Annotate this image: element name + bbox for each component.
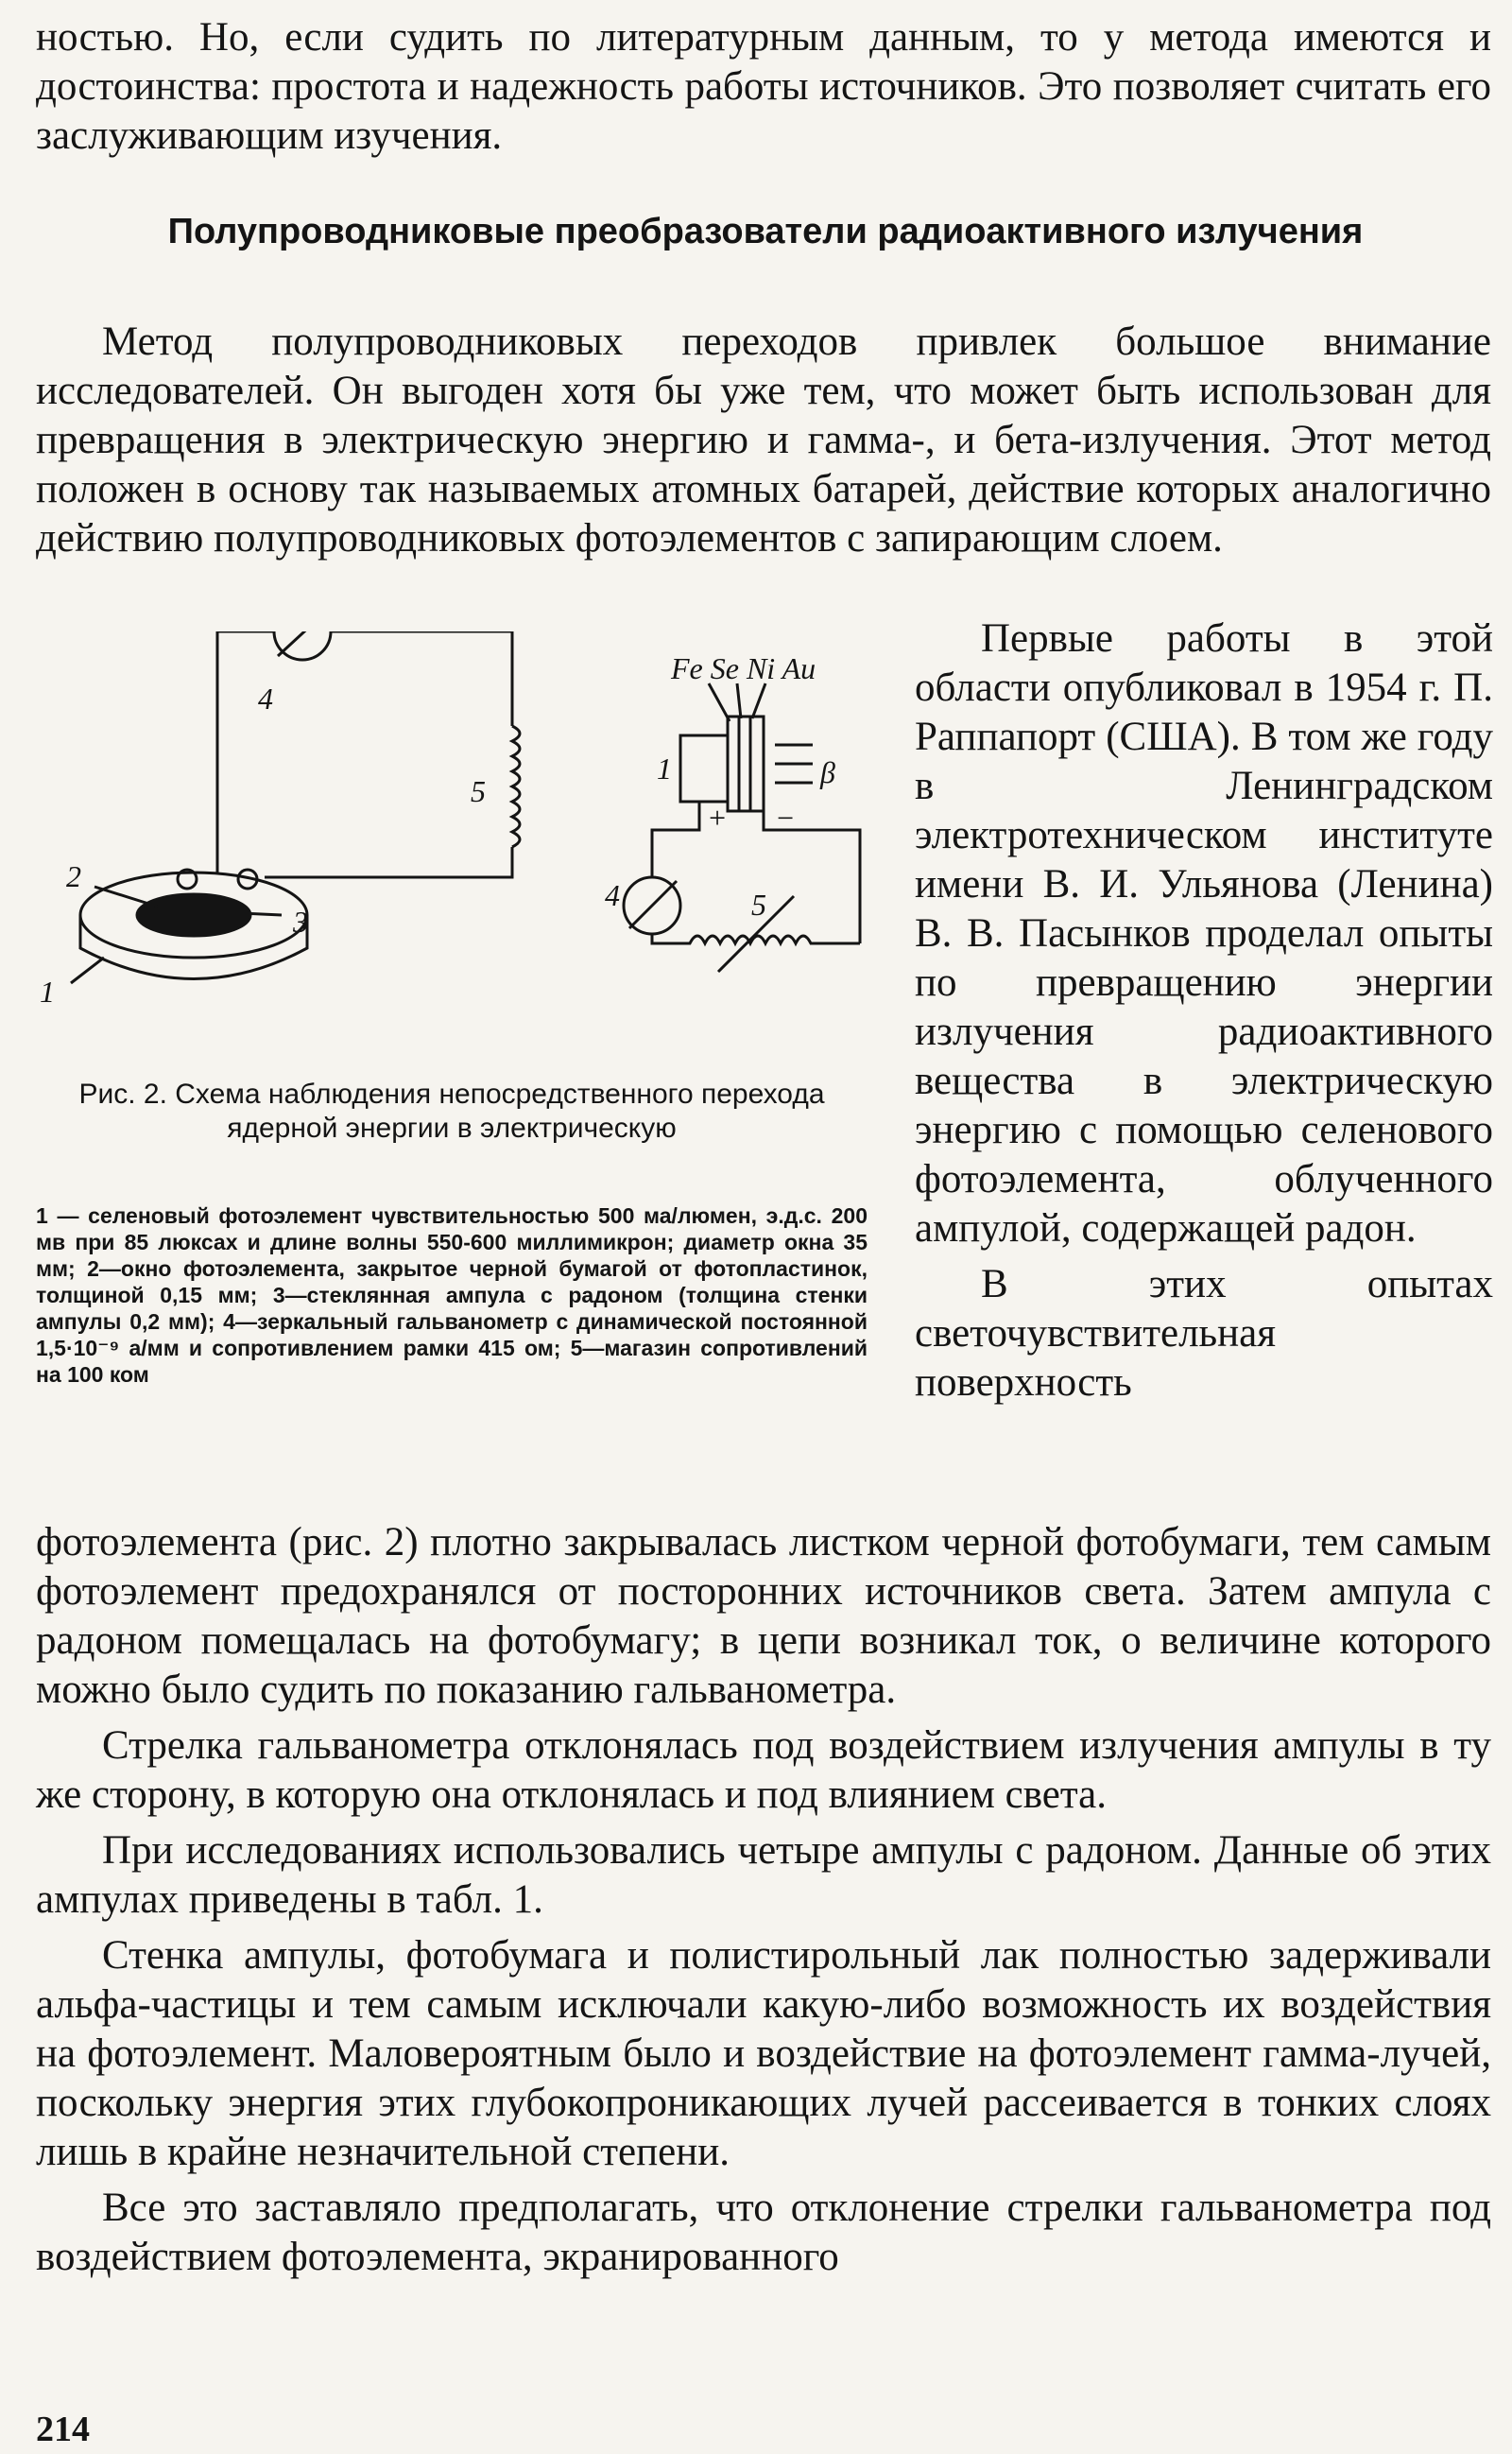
right-column [915, 614, 1493, 1414]
paragraph-2-continued: фотоэлемента (рис. 2) плотно закрывалась листком черной фотобумаги, тем самым фотоэлемент предохранялся от посторонних источников света. Затем ампула с радоном помещалась на фотобумагу; в цепи возникал ток, о величине которого можно было судить по показанию гальванометра. [36, 1520, 1491, 1712]
label-left-5: 5 [471, 774, 486, 808]
paragraph-5: Стенка ампулы, фотобумага и полистирольный лак полностью задерживали альфа-частицы и тем самым исключали какую-либо возможность их воздействия на фотоэлемент. Маловероятным было и воздействие на фотоэлемент гамма-лучей, поскольку энергия этих глубокопроникающих лучей рассеивается в тонких слоях лишь в крайне незначительной степени. [36, 1933, 1491, 2174]
label-right-beta: β [820, 755, 835, 789]
galvanometer-left-icon [274, 631, 331, 660]
page-number: 214 [36, 2410, 90, 2449]
intro-paragraph: ностью. Но, если судить по литературным данным, то у метода имеются и достоинства: простота и надежность работы источников. Это позволяет считать его заслуживающим изучения. [36, 15, 1491, 158]
paragraph-4: При исследованиях использовались четыре ампулы с радоном. Данные об этих ампулах приведены в табл. 1. [36, 1828, 1491, 1922]
label-right-minus: − [775, 801, 796, 835]
paragraph-6: Все это заставляло предполагать, что отклонение стрелки гальванометра под воздействием фотоэлемента, экранированного [36, 2186, 1491, 2279]
label-left-2: 2 [66, 859, 81, 893]
left-circuit-wire [217, 631, 274, 873]
section-heading: Полупроводниковые преобразователи радиоактивного излучения [167, 212, 1364, 251]
main-body-continued [36, 1518, 1491, 2289]
intro-text [36, 13, 1491, 167]
label-right-layers: Fe Se Ni Au [671, 651, 816, 685]
resistor-left-icon [512, 726, 520, 847]
right-column-paragraph-2: В этих опытах светочувствительная поверхность [915, 1262, 1493, 1405]
paragraph-1: Метод полупроводниковых переходов привлек большое внимание исследователей. Он выгоден хотя бы уже тем, что может быть использован для превращения в электрическую энергию и гамма-, и бета-излучения. Этот метод положен в основу так называемых атомных батарей, действие которых аналогично действию полупроводниковых фотоэлементов с запирающим слоем. [36, 320, 1491, 561]
paragraph-3: Стрелка гальванометра отклонялась под воздействием излучения ампулы в ту же сторону, в которую она отклонялась и под влиянием света. [36, 1723, 1491, 1817]
label-left-1: 1 [40, 975, 55, 1009]
figure-2 [28, 631, 879, 1085]
label-right-4: 4 [605, 878, 620, 912]
label-left-3: 3 [293, 905, 308, 939]
figure-caption: Рис. 2. Схема наблюдения непосредственного перехода ядерной энергии в электрическую [78, 1079, 825, 1144]
photocell-window-icon [137, 894, 250, 936]
label-right-5: 5 [751, 888, 766, 922]
figure-legend: 1 — селеновый фотоэлемент чувствительностью 500 ма/люмен, э.д.с. 200 мв при 85 люксах и длине волны 550-600 миллимикрон; диаметр окна 35 мм; 2—окно фотоэлемента, закрытое черной бумагой от фотопластинок, толщиной 0,15 мм; 3—стеклянная ампула с радоном (толщина стенки ампулы 0,2 мм); 4—зеркальный гальванометр с динамической постоянной 1,5·10⁻⁹ а/мм и сопротивлением рамки 415 ом; 5—магазин сопротивлений на 100 ком [36, 1203, 868, 1387]
paragraph-1-block [36, 318, 1491, 570]
circuit-diagram [28, 631, 879, 1085]
right-column-paragraph-1: Первые работы в этой области опубликовал в 1954 г. П. Раппапорт (США). В том же году в Ленинградском электротехническом институте имени В. И. Ульянова (Ленина) В. В. Пасынков проделал опыты по превращению энергии излучения радиоактивного вещества в электрическую энергию с помощью селенового фотоэлемента, облученного ампулой, содержащей радон. [915, 616, 1493, 1251]
label-right-plus: + [707, 801, 728, 835]
label-right-1: 1 [657, 752, 672, 786]
label-left-4: 4 [258, 682, 273, 716]
photocell-layers-icon [728, 717, 764, 811]
